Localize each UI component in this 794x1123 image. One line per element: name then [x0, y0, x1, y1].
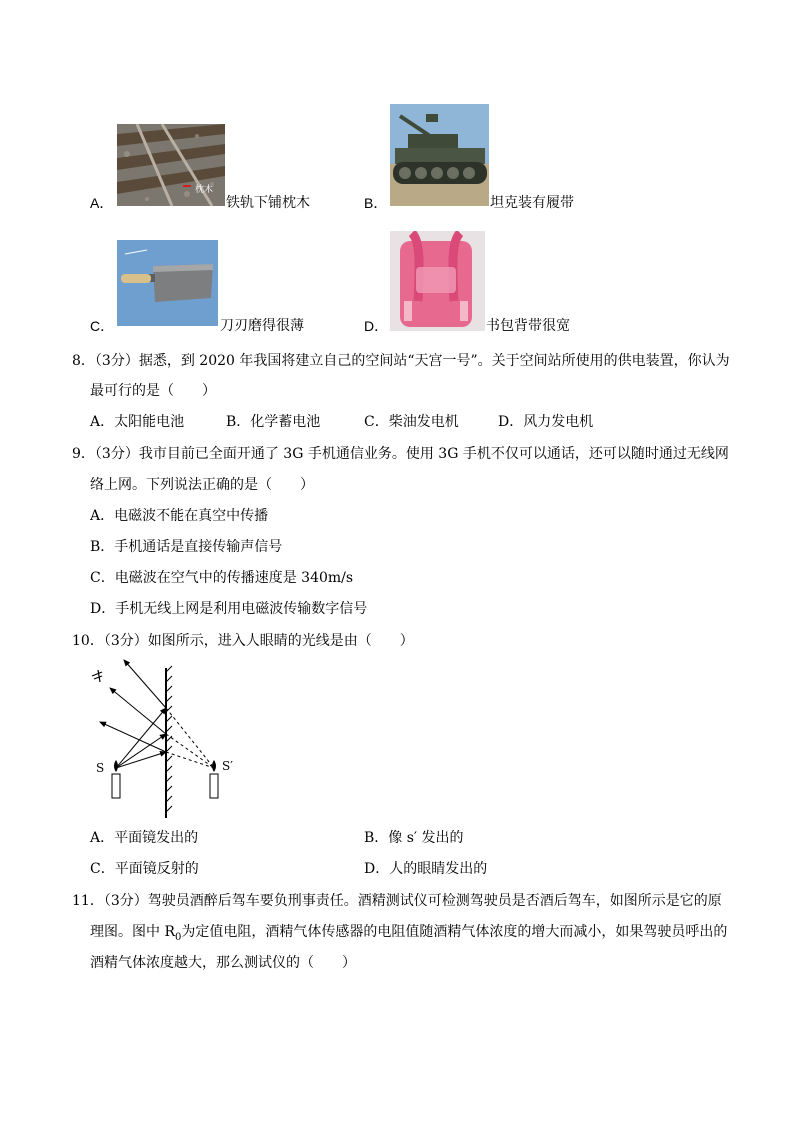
option-caption-a: 铁轨下铺枕木	[226, 195, 310, 211]
q9-stem-line1	[72, 444, 729, 464]
q10-score: （3分）	[103, 633, 148, 649]
q9-option-b: B．手机通话是直接传输声信号	[90, 539, 283, 555]
q8-option-b: B．化学蓄电池	[226, 414, 321, 430]
q9-option-d: D．手机无线上网是利用电磁波传输数字信号	[90, 601, 368, 617]
q11-stem-text: 驾驶员酒醉后驾车要负刑事责任。酒精测试仪可检测驾驶员是否酒后驾车，如图所示是它的原	[147, 893, 722, 909]
option-caption-d: 书包背带很宽	[486, 318, 570, 334]
tank-tracks-photo	[390, 104, 489, 206]
q10-number: 10．	[72, 633, 104, 649]
q9-score: （3分）	[94, 446, 139, 462]
option-letter-b: B．	[364, 195, 388, 211]
q11-stem-line3: 酒精气体浓度越大，那么测试仪的（ ）	[90, 955, 356, 971]
q8-number: 8．	[72, 353, 95, 369]
q11-stem-line2	[90, 922, 727, 948]
q8-option-d: D．风力发电机	[498, 414, 594, 430]
schoolbag-straps-photo	[390, 231, 485, 331]
q8-stem-text: 据悉，到 2020 年我国将建立自己的空间站“天宫一号”。关于空间站所使用的供电装置，你认为	[138, 353, 730, 369]
q8-option-c: C．柴油发电机	[364, 414, 459, 430]
q8-score: （3分）	[94, 353, 139, 369]
option-letter-d: D．	[364, 318, 389, 334]
q10-option-b: B．像 s′ 发出的	[364, 830, 464, 846]
q9-option-c: C．电磁波在空气中的传播速度是 340m/s	[90, 570, 354, 586]
q9-stem-line2: 络上网。下列说法正确的是（ ）	[90, 477, 314, 493]
rail-label-text: 枕木	[195, 185, 214, 195]
q11-line2-post: 为定值电阻，酒精气体传感器的电阻值随酒精气体浓度的增大而减小，如果驾驶员呼出的	[181, 924, 728, 940]
cleaver-blade-photo	[117, 240, 218, 326]
plane-mirror-diagram	[88, 656, 248, 822]
q9-stem-text: 我市目前已全面开通了 3G 手机通信业务。使用 3G 手机不仅可以通话，还可以随时通过无线网	[138, 446, 729, 462]
option-letter-a: A．	[90, 195, 114, 211]
q8-stem-line1	[72, 351, 730, 371]
q9-number: 9．	[72, 446, 95, 462]
q10-option-c: C．平面镜反射的	[90, 861, 199, 877]
q11-score: （3分）	[103, 893, 148, 909]
q10-option-a: A．平面镜发出的	[90, 830, 199, 846]
railway-sleepers-photo	[117, 124, 225, 206]
q11-stem-line1	[72, 891, 722, 911]
option-caption-b: 坦克装有履带	[490, 195, 574, 211]
q10-option-d: D．人的眼睛发出的	[364, 861, 488, 877]
q9-option-a: A．电磁波不能在真空中传播	[90, 508, 269, 524]
q11-number: 11．	[72, 893, 104, 909]
q11-line2-pre: 理图。图中 R	[90, 924, 175, 940]
eye-icon	[92, 670, 102, 682]
option-caption-c: 刀刃磨得很薄	[220, 318, 304, 334]
q8-option-a: A．太阳能电池	[90, 414, 185, 430]
q8-stem-line2: 最可行的是（ ）	[90, 383, 216, 399]
label-s-prime: S′	[222, 759, 233, 773]
option-letter-c: C．	[90, 318, 115, 334]
q10-stem-text: 如图所示，进入人眼睛的光线是由（ ）	[147, 633, 414, 649]
q10-stem	[72, 631, 414, 651]
label-s: S	[96, 761, 105, 775]
q11-line2-sub: 0	[175, 931, 182, 943]
